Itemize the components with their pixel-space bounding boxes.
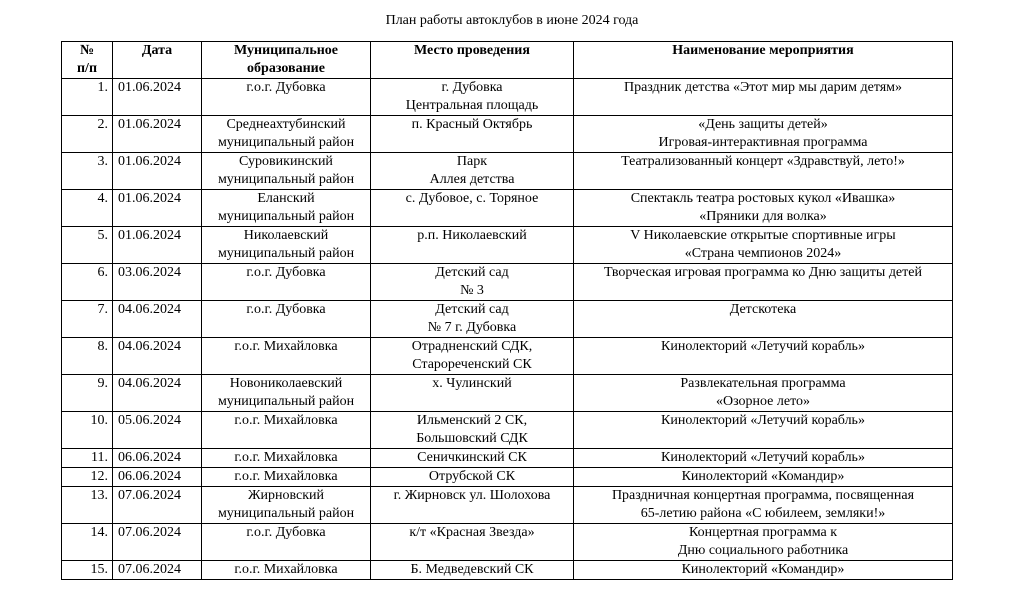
table-row: [62, 449, 953, 468]
cell-line: Старореченский СК: [412, 357, 532, 372]
row-date: 01.06.2024: [113, 79, 202, 116]
row-municipality: [202, 338, 371, 375]
cell-line: Дата: [141, 43, 173, 58]
row-number: 9.: [62, 375, 113, 412]
table-row: [62, 487, 953, 524]
table-row: [62, 301, 953, 338]
row-date: 01.06.2024: [113, 227, 202, 264]
row-venue: [371, 375, 574, 412]
row-venue: [371, 338, 574, 375]
row-event: [574, 190, 953, 227]
cell-line: Еланский: [257, 191, 315, 206]
cell-line: Кинолекторий «Командир»: [681, 562, 845, 577]
cell-line: V Николаевские открытые спортивные игры: [630, 228, 896, 243]
row-date: 04.06.2024: [113, 375, 202, 412]
row-municipality: [202, 487, 371, 524]
events-table: [61, 41, 953, 580]
cell-line: Дню социального работника: [677, 543, 849, 558]
cell-line: Детскотека: [729, 302, 797, 317]
row-date: 06.06.2024: [113, 449, 202, 468]
row-event: [574, 116, 953, 153]
table-row: [62, 375, 953, 412]
cell-line: «Пряники для волка»: [699, 209, 827, 224]
header-venue: [371, 42, 574, 79]
cell-line: Отрубской СК: [428, 469, 516, 484]
cell-line: Театрализованный концерт «Здравствуй, лето!»: [621, 154, 905, 169]
cell-line: х. Чулинский: [432, 376, 512, 391]
row-number: 13.: [62, 487, 113, 524]
table-row: [62, 468, 953, 487]
cell-line: Среднеахтубинский: [226, 117, 346, 132]
page-title: План работы автоклубов в июне 2024 года: [385, 13, 639, 28]
table-row: [62, 338, 953, 375]
row-municipality: [202, 468, 371, 487]
table-row: [62, 412, 953, 449]
cell-line: Николаевский: [243, 228, 329, 243]
row-event: [574, 301, 953, 338]
cell-line: г. Дубовка: [441, 80, 503, 95]
row-municipality: [202, 79, 371, 116]
cell-line: г. Жирновск ул. Шолохова: [393, 488, 551, 503]
cell-line: № 7 г. Дубовка: [427, 320, 517, 335]
row-municipality: [202, 375, 371, 412]
row-event: [574, 227, 953, 264]
row-number: 1.: [62, 79, 113, 116]
cell-line: Праздничная концертная программа, посвященная: [611, 488, 915, 503]
row-event: [574, 524, 953, 561]
cell-line: Детский сад: [435, 265, 509, 280]
table-row: [62, 524, 953, 561]
cell-line: Ильменский 2 СК,: [416, 413, 528, 428]
row-municipality: [202, 524, 371, 561]
cell-line: Кинолекторий «Летучий корабль»: [661, 413, 865, 428]
row-date: 01.06.2024: [113, 190, 202, 227]
cell-line: муниципальный район: [217, 172, 355, 187]
row-municipality: [202, 153, 371, 190]
row-venue: [371, 561, 574, 580]
row-event: [574, 338, 953, 375]
row-municipality: [202, 190, 371, 227]
cell-line: п. Красный Октябрь: [411, 117, 533, 132]
row-venue: [371, 116, 574, 153]
cell-line: муниципальный район: [217, 135, 355, 150]
header-municipality: [202, 42, 371, 79]
cell-line: 65-летию района «С юбилеем, земляки!»: [640, 506, 886, 521]
cell-line: Б. Медведевский СК: [410, 562, 534, 577]
row-number: 15.: [62, 561, 113, 580]
cell-line: Кинолекторий «Летучий корабль»: [661, 339, 865, 354]
row-municipality: [202, 412, 371, 449]
cell-line: муниципальный район: [217, 506, 355, 521]
cell-line: г.о.г. Михайловка: [234, 469, 338, 484]
row-event: [574, 449, 953, 468]
row-number: 4.: [62, 190, 113, 227]
cell-line: Кинолекторий «Летучий корабль»: [661, 450, 865, 465]
row-venue: [371, 153, 574, 190]
row-venue: [371, 264, 574, 301]
cell-line: г.о.г. Михайловка: [234, 413, 338, 428]
row-date: 07.06.2024: [113, 487, 202, 524]
cell-line: Парк: [456, 154, 488, 169]
row-event: [574, 375, 953, 412]
row-venue: [371, 468, 574, 487]
cell-line: г.о.г. Дубовка: [246, 525, 326, 540]
cell-line: «День защиты детей»: [698, 117, 828, 132]
table-header-row: [62, 42, 953, 79]
row-date: 07.06.2024: [113, 524, 202, 561]
cell-line: Творческая игровая программа ко Дню защиты детей: [604, 265, 922, 280]
row-municipality: [202, 264, 371, 301]
row-date: 05.06.2024: [113, 412, 202, 449]
cell-line: Наименование мероприятия: [672, 43, 854, 58]
row-number: 2.: [62, 116, 113, 153]
row-number: 3.: [62, 153, 113, 190]
cell-line: «Страна чемпионов 2024»: [684, 246, 842, 261]
row-venue: [371, 524, 574, 561]
cell-line: г.о.г. Михайловка: [234, 562, 338, 577]
row-number: 5.: [62, 227, 113, 264]
row-venue: [371, 301, 574, 338]
cell-line: № 3: [460, 283, 484, 298]
cell-line: Концертная программа к: [688, 525, 837, 540]
cell-line: Новониколаевский: [229, 376, 343, 391]
cell-line: муниципальный район: [217, 209, 355, 224]
row-event: [574, 487, 953, 524]
cell-line: к/т «Красная Звезда»: [409, 525, 535, 540]
cell-line: Сеничкинский СК: [417, 450, 527, 465]
row-date: 04.06.2024: [113, 338, 202, 375]
row-event: [574, 79, 953, 116]
row-venue: [371, 79, 574, 116]
cell-line: р.п. Николаевский: [417, 228, 527, 243]
row-venue: [371, 412, 574, 449]
cell-line: г.о.г. Дубовка: [246, 265, 326, 280]
table-row: [62, 190, 953, 227]
cell-line: г.о.г. Михайловка: [234, 450, 338, 465]
cell-line: Праздник детства «Этот мир мы дарим детям»: [623, 80, 903, 95]
row-date: 07.06.2024: [113, 561, 202, 580]
cell-line: Игровая-интерактивная программа: [658, 135, 868, 150]
cell-line: Детский сад: [435, 302, 509, 317]
row-number: 7.: [62, 301, 113, 338]
row-number: 10.: [62, 412, 113, 449]
row-municipality: [202, 116, 371, 153]
row-date: 04.06.2024: [113, 301, 202, 338]
header-date: [113, 42, 202, 79]
row-number: 12.: [62, 468, 113, 487]
cell-line: №: [79, 43, 95, 58]
table-row: [62, 153, 953, 190]
cell-line: Аллея детства: [429, 172, 515, 187]
cell-line: Суровикинский: [239, 154, 333, 169]
row-event: [574, 412, 953, 449]
row-venue: [371, 449, 574, 468]
cell-line: образование: [247, 61, 325, 76]
row-date: 06.06.2024: [113, 468, 202, 487]
header-event: [574, 42, 953, 79]
header-num: [62, 42, 113, 79]
table-row: [62, 116, 953, 153]
cell-line: г.о.г. Дубовка: [246, 80, 326, 95]
cell-line: г.о.г. Дубовка: [246, 302, 326, 317]
cell-line: Муниципальное: [233, 43, 339, 58]
row-venue: [371, 227, 574, 264]
row-date: 03.06.2024: [113, 264, 202, 301]
row-number: 14.: [62, 524, 113, 561]
cell-line: Развлекательная программа: [680, 376, 846, 391]
cell-line: Место проведения: [414, 43, 530, 58]
table-row: [62, 227, 953, 264]
row-event: [574, 561, 953, 580]
row-date: 01.06.2024: [113, 153, 202, 190]
cell-line: г.о.г. Михайловка: [234, 339, 338, 354]
cell-line: Кинолекторий «Командир»: [681, 469, 845, 484]
cell-line: Большовский СДК: [416, 431, 528, 446]
row-venue: [371, 487, 574, 524]
cell-line: муниципальный район: [217, 394, 355, 409]
cell-line: Спектакль театра ростовых кукол «Ивашка»: [630, 191, 896, 206]
table-row: [62, 561, 953, 580]
cell-line: с. Дубовое, с. Торяное: [405, 191, 539, 206]
cell-line: Отрадненский СДК,: [411, 339, 533, 354]
cell-line: «Озорное лето»: [715, 394, 811, 409]
row-number: 6.: [62, 264, 113, 301]
row-municipality: [202, 301, 371, 338]
row-date: 01.06.2024: [113, 116, 202, 153]
row-municipality: [202, 227, 371, 264]
table-row: [62, 264, 953, 301]
row-municipality: [202, 561, 371, 580]
row-event: [574, 468, 953, 487]
table-row: [62, 79, 953, 116]
row-venue: [371, 190, 574, 227]
cell-line: Центральная площадь: [405, 98, 539, 113]
cell-line: муниципальный район: [217, 246, 355, 261]
row-municipality: [202, 449, 371, 468]
row-number: 8.: [62, 338, 113, 375]
cell-line: п/п: [76, 61, 98, 76]
row-event: [574, 153, 953, 190]
cell-line: Жирновский: [247, 488, 325, 503]
row-event: [574, 264, 953, 301]
row-number: 11.: [62, 449, 113, 468]
